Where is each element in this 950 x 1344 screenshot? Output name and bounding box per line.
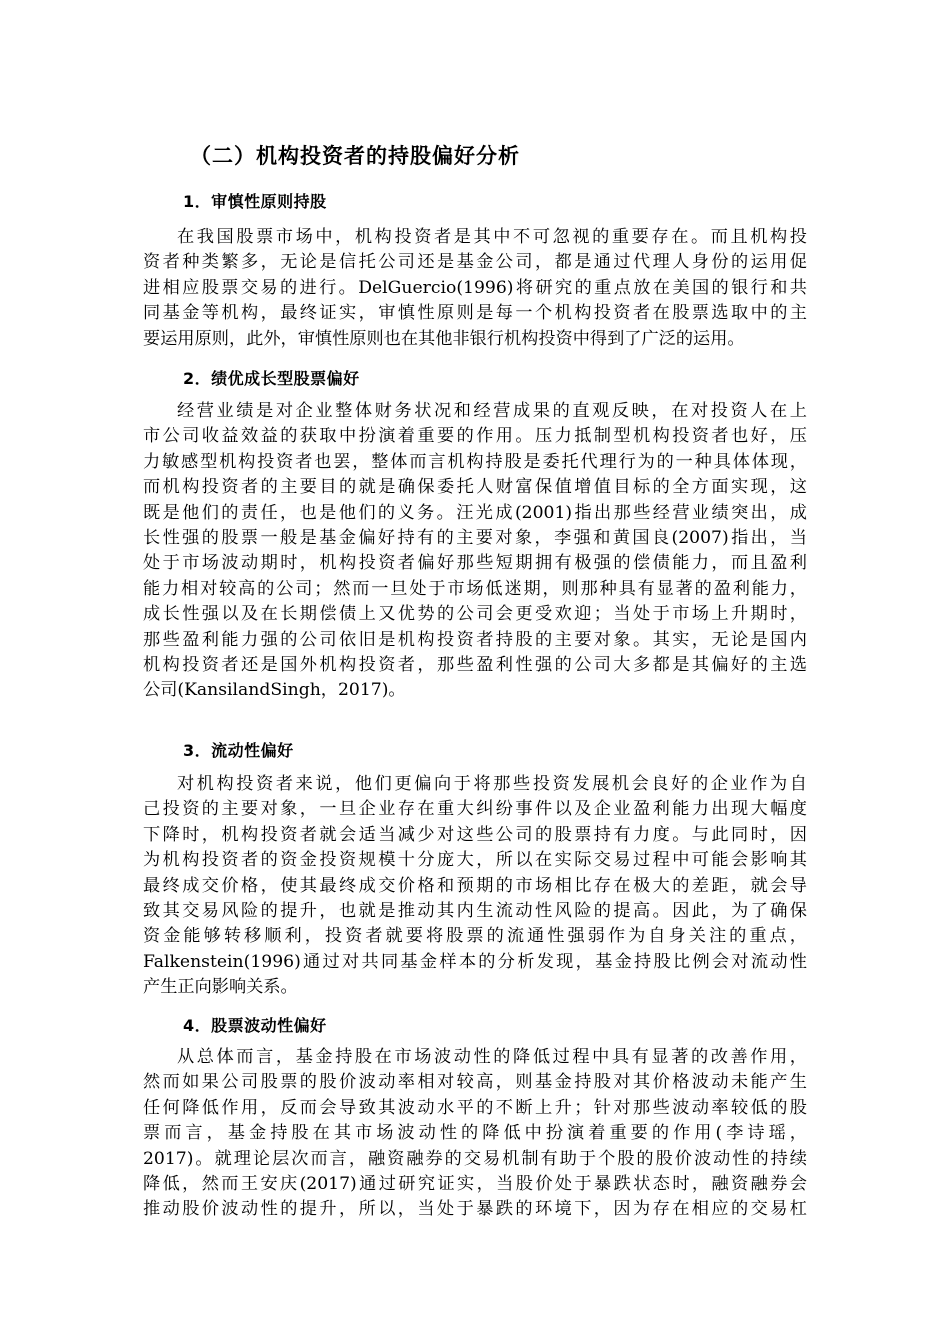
paragraph-line: 降低，然而王安庆(2017)通过研究证实，当股价处于暴跌状态时，融资融券会 — [143, 1173, 807, 1194]
paragraph-line: 同基金等机构，最终证实，审慎性原则是每一个机构投资者在股票选取中的主 — [143, 303, 807, 324]
paragraph-line: 下降时，机构投资者就会适当减少对这些公司的股票持有力度。与此同时，因 — [143, 824, 807, 845]
paragraph-line: 对机构投资者来说，他们更偏向于将那些投资发展机会良好的企业作为自 — [177, 774, 807, 794]
paragraph-line: 推动股价波动性的提升，所以，当处于暴跌的环境下，因为存在相应的交易杠 — [143, 1199, 807, 1220]
paragraph-line: 产生正向影响关系。 — [143, 977, 298, 998]
paragraph-line: 要运用原则，此外，审慎性原则也在其他非银行机构投资中得到了广泛的运用。 — [143, 328, 745, 349]
paragraph-line: 公司(KansilandSingh，2017)。 — [143, 680, 406, 701]
paragraph-line: 成长性强以及在长期偿债上又优势的公司会更受欢迎；当处于市场上升期时， — [143, 604, 807, 625]
paragraph-line: 在我国股票市场中，机构投资者是其中不可忽视的重要存在。而且机构投 — [177, 227, 807, 247]
paragraph-line: 从总体而言，基金持股在市场波动性的降低过程中具有显著的改善作用， — [177, 1047, 807, 1067]
paragraph-line: 致其交易风险的提升，也就是推动其内生流动性风险的提高。因此，为了确保 — [143, 900, 807, 921]
subsection-heading-1: 1．审慎性原则持股 — [183, 192, 327, 211]
paragraph-line: 力敏感型机构投资者也罢，整体而言机构持股是委托代理行为的一种具体体现， — [143, 451, 807, 472]
paragraph-3 — [143, 772, 807, 1001]
paragraph-line: 机构投资者还是国外机构投资者，那些盈利性强的公司大多都是其偏好的主选 — [143, 654, 807, 675]
paragraph-line: 进相应股票交易的进行。DelGuercio(1996)将研究的重点放在美国的银行和共 — [143, 277, 807, 298]
paragraph-line: 为机构投资者的资金投资规模十分庞大，所以在实际交易过程中可能会影响其 — [143, 850, 807, 871]
paragraph-line: 既是他们的责任，也是他们的义务。汪光成(2001)指出那些经营业绩突出，成 — [143, 502, 807, 523]
paragraph-line: 经营业绩是对企业整体财务状况和经营成果的直观反映，在对投资人在上 — [177, 401, 807, 421]
paragraph-line: 资者种类繁多，无论是信托公司还是基金公司，都是通过代理人身份的运用促 — [143, 252, 807, 273]
paragraph-line: 那些盈利能力强的公司依旧是机构投资者持股的主要对象。其实，无论是国内 — [143, 629, 807, 650]
paragraph-4 — [143, 1045, 807, 1223]
section-title: （二）机构投资者的持股偏好分析 — [190, 144, 520, 168]
subsection-heading-2: 2．绩优成长型股票偏好 — [183, 369, 360, 388]
paragraph-line: 2017)。就理论层次而言，融资融券的交易机制有助于个股的股价波动性的持续 — [143, 1148, 807, 1169]
subsection-heading-4: 4．股票波动性偏好 — [183, 1016, 327, 1035]
paragraph-2 — [143, 399, 807, 704]
subsection-heading-3: 3．流动性偏好 — [183, 741, 294, 760]
paragraph-line: 处于市场波动期时，机构投资者偏好那些短期拥有极强的偿债能力，而且盈利 — [143, 553, 807, 574]
paragraph-line: 长性强的股票一般是基金偏好持有的主要对象，李强和黄国良(2007)指出，当 — [143, 527, 807, 548]
paragraph-1 — [143, 225, 807, 352]
paragraph-line: 而机构投资者的主要目的就是确保委托人财富保值增值目标的全方面实现，这 — [143, 477, 807, 498]
paragraph-line: 资金能够转移顺利，投资者就要将股票的流通性强弱作为自身关注的重点， — [143, 926, 807, 947]
paragraph-line: 票而言，基金持股在其市场波动性的降低中扮演着重要的作用(李诗瑶， — [143, 1123, 807, 1144]
paragraph-line: 然而如果公司股票的股价波动率相对较高，则基金持股对其价格波动未能产生 — [143, 1072, 807, 1093]
paragraph-line: 最终成交价格，使其最终成交价格和预期的市场相比存在极大的差距，就会导 — [143, 875, 807, 896]
paragraph-line: Falkenstein(1996)通过对共同基金样本的分析发现，基金持股比例会对流动性 — [143, 951, 807, 972]
paragraph-line: 市公司收益效益的获取中扮演着重要的作用。压力抵制型机构投资者也好，压 — [143, 426, 807, 447]
paragraph-line: 能力相对较高的公司；然而一旦处于市场低迷期，则那种具有显著的盈利能力， — [143, 578, 807, 599]
paragraph-line: 任何降低作用，反而会导致其波动水平的不断上升；针对那些波动率较低的股 — [143, 1097, 807, 1118]
paragraph-line: 己投资的主要对象，一旦企业存在重大纠纷事件以及企业盈利能力出现大幅度 — [143, 799, 807, 820]
